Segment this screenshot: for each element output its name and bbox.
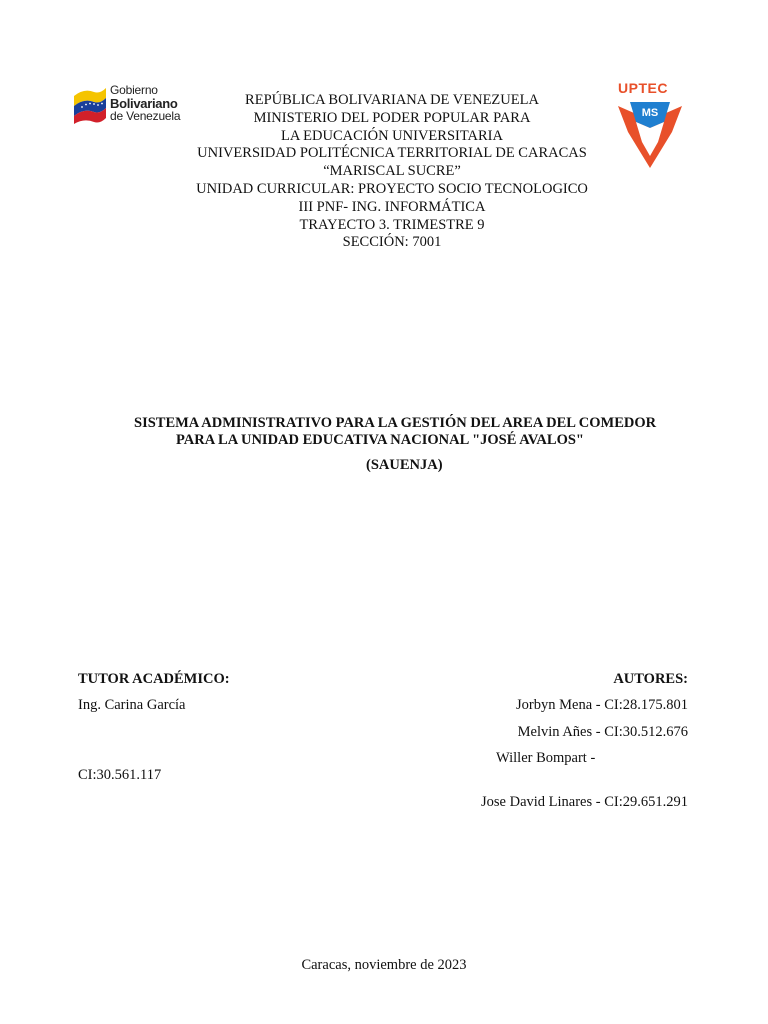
gobierno-logo-line2: Bolivariano [110,96,178,111]
author-entry: Jose David Linares - CI:29.651.291 [481,794,688,810]
header-line: REPÚBLICA BOLIVARIANA DE VENEZUELA [245,92,539,108]
tutor-name: Ing. Carina García [78,697,186,713]
author-entry: Jorbyn Mena - CI:28.175.801 [516,697,688,713]
project-title-line1: SISTEMA ADMINISTRATIVO PARA LA GESTIÓN DEL AREA DEL COMEDOR [134,415,657,431]
author-entry: Willer Bompart - [496,750,596,766]
header-line: UNIVERSIDAD POLITÉCNICA TERRITORIAL DE CARACAS [197,145,587,162]
uptec-logo-initials: MS [641,107,659,119]
header-line: MINISTERIO DEL PODER POPULAR PARA [253,109,531,126]
venezuela-flag-icon [72,82,108,124]
tutor-label: TUTOR ACADÉMICO: [78,671,230,687]
uptec-logo-brand: UPTEC [618,80,668,96]
header-line: “MARISCAL SUCRE” [323,163,461,180]
gobierno-logo-line1: Gobierno [110,83,158,97]
header-line: SECCIÓN: 7001 [342,234,442,251]
header-line: III PNF- ING. INFORMÁTICA [298,198,486,215]
project-acronym: (SAUENJA) [366,457,443,473]
header-line: TRAYECTO 3. TRIMESTRE 9 [299,216,485,233]
header-line: LA EDUCACIÓN UNIVERSITARIA [281,127,503,144]
project-title-line2: PARA LA UNIDAD EDUCATIVA NACIONAL "JOSÉ AVALOS" [176,432,584,448]
header-line: UNIDAD CURRICULAR: PROYECTO SOCIO TECNOLOGICO [196,180,588,197]
author-id-wrapped: CI:30.561.117 [78,767,162,783]
place-date: Caracas, noviembre de 2023 [301,957,467,973]
authors-label: AUTORES: [613,671,688,687]
gobierno-logo-line3: de Venezuela [110,109,181,123]
institution-header [150,92,634,252]
author-entry: Melvin Añes - CI:30.512.676 [517,724,688,740]
